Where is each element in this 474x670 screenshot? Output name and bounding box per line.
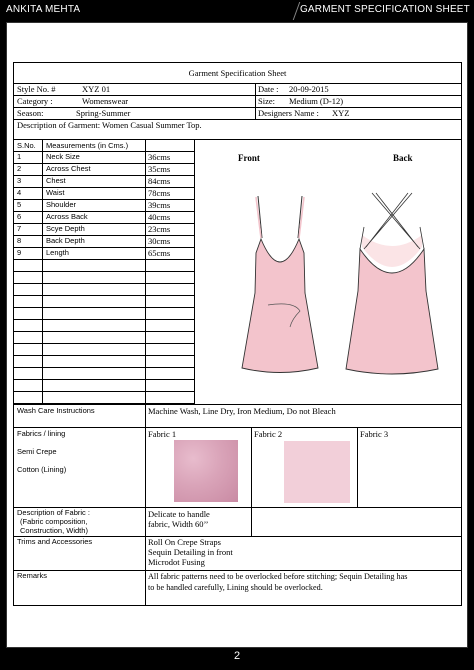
season-label: Season: [17,108,44,118]
size-value: Medium (D-12) [289,96,344,106]
measurement-name: Across Chest [46,164,91,173]
measurement-value: 23cms [148,224,171,234]
measurement-name: Across Back [46,212,88,221]
front-label: Front [238,153,260,163]
fabric-description-label-2: (Fabric composition, [20,517,88,526]
remarks-line-2: to be handled carefully, Lining should be overlocked. [148,583,323,592]
table-row-line [14,295,195,296]
divider [251,507,252,536]
garment-description: Description of Garment: Women Casual Summer Top. [17,120,202,130]
measurement-value: 84cms [148,176,171,186]
measurement-name: Neck Size [46,152,80,161]
measurement-value: 39cms [148,200,171,210]
table-row-line [14,271,195,272]
fabric-description-value: Delicate to handle [148,509,210,519]
dress-back-sketch [342,187,442,377]
fabric-1-label: Fabric 1 [148,429,177,439]
fabric-description-label-3: Construction, Width) [20,526,88,535]
table-row-line [14,331,195,332]
measurement-sno: 9 [17,248,22,257]
divider [14,570,461,571]
measurement-name: Scye Depth [46,224,85,233]
measurement-value: 65cms [148,248,171,258]
measurement-name: Shoulder [46,200,77,209]
season-value: Spring-Summer [76,108,131,118]
table-row-line [14,343,195,344]
measurement-sno: 8 [17,236,22,245]
sheet-title: Garment Specification Sheet [188,68,287,78]
top-bar [0,0,474,22]
divider [14,427,461,428]
table-row-line [14,319,195,320]
divider [14,404,461,405]
measurement-sno: 6 [17,212,22,221]
date-value: 20-09-2015 [289,84,329,94]
measurement-value: 40cms [148,212,171,222]
fabric-2-label: Fabric 2 [254,429,283,439]
wash-care-value: Machine Wash, Line Dry, Iron Medium, Do not Bleach [148,406,336,416]
author-name: ANKITA MEHTA [6,4,81,15]
spec-sheet [13,62,462,606]
divider [14,139,461,140]
remarks-line-1: All fabric patterns need to be overlocked before stitching; Sequin Detailing has [148,572,408,581]
fabric-description-value-2: fabric, Width 60’’ [148,519,209,529]
trim-item: Roll On Crepe Straps [148,537,221,547]
measurement-value: 30cms [148,236,171,246]
fabric-3-label: Fabric 3 [360,429,389,439]
remarks-label: Remarks [17,571,48,580]
table-row-line [14,283,195,284]
measurement-name: Chest [46,176,66,185]
size-label: Size: [258,96,275,106]
trim-item: Microdot Fusing [148,557,205,567]
table-row-line [14,379,195,380]
table-row-line [14,367,195,368]
measurement-header: Measurements (in Cms.) [46,141,129,150]
category-value: Womenswear [82,96,129,106]
fabric-1-swatch [174,440,238,502]
designer-label: Designers Name : [258,108,319,118]
style-no-value: XYZ 01 [82,84,111,94]
table-row-line [14,307,195,308]
divider [357,427,358,507]
measurement-name: Back Depth [46,236,85,245]
trim-item: Sequin Detailing in front [148,547,233,557]
page-number: 2 [233,650,241,662]
sno-header: S.No. [17,141,36,150]
measurement-name: Waist [46,188,65,197]
measurement-name: Length [46,248,69,257]
measurement-sno: 2 [17,164,22,173]
divider [255,83,256,119]
measurement-sno: 7 [17,224,22,233]
fabric-2-swatch [284,441,350,503]
designer-value: XYZ [332,108,350,118]
measurement-value: 35cms [148,164,171,174]
divider [251,427,252,507]
style-no-label: Style No. # [17,84,56,94]
table-row-line [14,259,195,260]
measurement-sno: 3 [17,176,22,185]
back-label: Back [393,153,413,163]
document-title: GARMENT SPECIFICATION SHEET [299,4,470,15]
measurement-sno: 1 [17,152,22,161]
fabric-description-label: Description of Fabric : [17,508,90,517]
trims-label: Trims and Accessories [17,537,93,546]
table-row-line [14,391,195,392]
wash-care-label: Wash Care Instructions [17,406,95,415]
dress-front-sketch [232,193,328,375]
table-row-line [14,355,195,356]
fabric-item-lining: Cotton (Lining) [17,465,67,474]
measurement-sno: 5 [17,200,22,209]
measurement-value: 78cms [148,188,171,198]
fabrics-label: Fabrics / lining [17,429,66,438]
fabric-item-semi-crepe: Semi Crepe [17,447,57,456]
date-label: Date : [258,84,279,94]
measurement-sno: 4 [17,188,22,197]
category-label: Category : [17,96,53,106]
divider [145,404,146,606]
measurement-value: 36cms [148,152,171,162]
